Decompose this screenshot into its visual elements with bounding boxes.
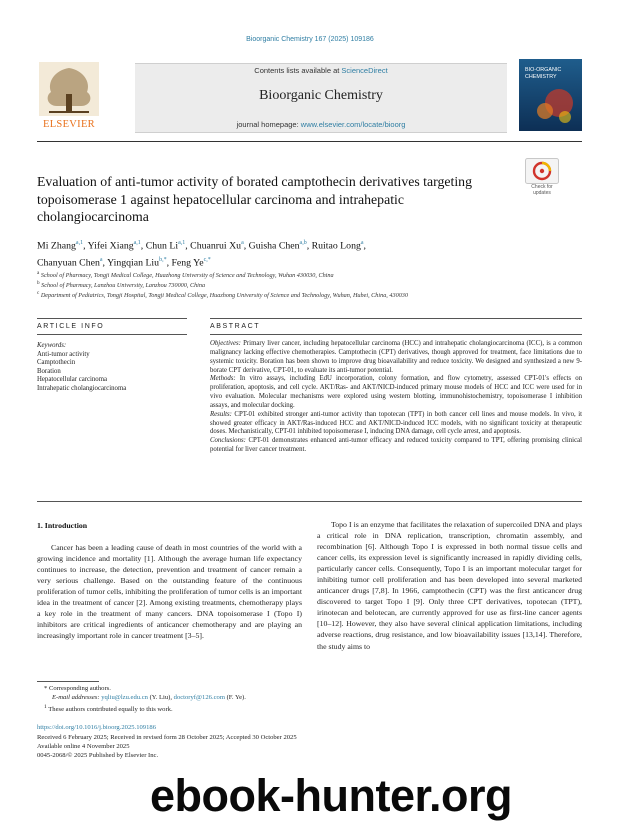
sciencedirect-link[interactable]: ScienceDirect <box>341 66 388 75</box>
doi-text[interactable]: https://doi.org/10.1016/j.bioorg.2025.109186 <box>37 724 156 731</box>
affiliation-b <box>37 280 582 289</box>
email-owner: (F. Ye). <box>224 694 246 701</box>
author-affiliation-marker: a <box>241 240 244 246</box>
keyword-item: Anti-tumor activity <box>37 350 90 358</box>
affiliation-text: School of Pharmacy, Lanzhou University, Lanzhou 730000, China <box>41 282 206 290</box>
journal-title: Bioorganic Chemistry <box>259 88 383 103</box>
keywords-label: Keywords: <box>37 342 67 349</box>
author-affiliation-marker: a,1 <box>133 240 141 246</box>
abstract-bottom-rule <box>37 501 582 502</box>
watermark-text: ebook-hunter.org <box>150 770 512 821</box>
abstract-results <box>210 411 582 438</box>
homepage-prefix: journal homepage: <box>236 120 301 129</box>
abstract-label: Objectives: <box>210 340 241 347</box>
author-affiliation-marker: c,* <box>203 257 211 264</box>
cover-line-2: CHEMISTRY <box>525 73 557 80</box>
corresponding-text: Corresponding authors. <box>48 685 111 692</box>
equal-contribution-footnote: $^1$ These authors contributed equally to this work. <box>44 704 173 714</box>
author-name[interactable]: Yifei Xiang <box>87 240 134 252</box>
abstract-text: Primary liver cancer, including hepatocellular carcinoma (HCC) and intrahepatic cholangiocarcinoma (ICC), is a common malignancy lacking effective chemotherapies. Camptothecin (CPT) derivatives, though approved for treatment, face limitations due to systemic toxicity. Boration has been shown to improve drug bioavailability and reduce toxicity. We designed and synthesized a new 9-borate CPT derivative, CPT-01, to evaluate its anti-tumor potential. <box>210 340 582 374</box>
abstract-text: CPT-01 exhibited stronger anti-tumor activity than topotecan (TPT) in both cancer cell lines and mouse models. In vivo, it showed greater efficacy in AKT/Ras-induced HCC and AKT/NICD-induced ICC models, with no significant toxicity at therapeutic doses. Mechanistically, CPT-01 inhibited topoisomerase I, inducing DNA damage, cell cycle arrest, and apoptosis. <box>210 410 582 436</box>
journal-citation[interactable]: Bioorganic Chemistry 167 (2025) 109186 <box>246 36 374 43</box>
check-for-updates-badge[interactable] <box>525 158 559 184</box>
doi-link[interactable] <box>37 724 582 733</box>
author-name[interactable]: Mi Zhang <box>37 240 76 252</box>
keyword-item: Hepatocellular carcinoma <box>37 376 108 384</box>
keyword-item: Intrahepatic cholangiocarcinoma <box>37 384 127 392</box>
abstract-text: CPT-01 demonstrates enhanced anti-tumor efficacy and reduced toxicity compared to TPT, offering promising clinical potential for liver cancer treatment. <box>210 437 582 454</box>
elsevier-logo <box>37 60 101 132</box>
abstract-top-rule <box>210 318 582 319</box>
available-online: Available online 4 November 2025 <box>37 743 130 750</box>
abstract-label: Conclusions: <box>210 437 246 445</box>
abstract-rule <box>210 334 582 335</box>
author-list: Mi Zhang$^{a,1}$, Yifei Xiang$^{a,1}$, Chun Li$^{a,1}$, Chuanrui Xu$^a$, Guisha Chen$^{a,b}$, Ruitao Long$^a$, Chanyuan Chen$^a$, Yingqian Liu$^{b,*}$, Feng $Ye^{c,*}$ <box>37 240 366 269</box>
publisher-name: ELSEVIER <box>43 119 95 130</box>
affiliation-c <box>37 290 582 299</box>
keyword-item: Boration <box>37 367 61 375</box>
introduction-right-column: Topo I is an enzyme that facilitates the relaxation of supercoiled DNA and plays a critical role in DNA replication, transcription, chromatin assembly, and recombination [6]. Although Topo I is expressed in both normal tissue cells and cancer cells, its expression level is significantly increased in rapidly dividing cells, particularly cancer cells. Consequently, Topo I is an important molecular target for inhibiting tumor cell proliferation and has been developed into several marketed anticancer drugs [7,8]. In 1966, camptothecin (CPT) was the first anticancer drug discovered to target Topo I [9]. Only three CPT derivatives, topotecan (TPT), irinotecan and belotecan, are currently approved for use as first-line cancer agents [10–12]. However, they also have several clinical application limitations, including adverse reactions, drug resistance, and low bioavailability issues [13,14]. Therefore, the study aims to <box>317 520 582 651</box>
author-name[interactable]: Yingqian Liu <box>107 257 160 269</box>
abstract-heading: ABSTRACT <box>210 323 261 330</box>
cover-title <box>525 67 561 80</box>
header-rule <box>37 141 582 142</box>
email-link-liu[interactable]: yqliu@lzu.edu.cn <box>101 694 148 701</box>
affiliation-marker: a <box>37 270 40 276</box>
author-affiliation-marker: a <box>99 257 103 264</box>
email-owner: (Y. Liu), <box>147 694 174 701</box>
abstract-conclusions <box>210 437 582 455</box>
abstract-objectives <box>210 340 582 375</box>
email-link-ye[interactable]: doctoryf@126.com <box>173 694 225 701</box>
homepage-line <box>135 120 507 129</box>
author-name[interactable]: Ruitao Long <box>311 240 361 252</box>
author-name[interactable]: Chanyuan Chen <box>37 257 100 269</box>
corresponding-footnote: * Corresponding authors. <box>44 685 111 692</box>
cover-line-1: BIO-ORGANIC <box>525 67 562 73</box>
author-affiliation-marker: a <box>360 240 364 246</box>
homepage-link[interactable]: www.elsevier.com/locate/bioorg <box>300 120 406 129</box>
author-name[interactable]: Chun Li <box>145 240 179 252</box>
contents-prefix: Contents lists available at <box>254 66 342 75</box>
introduction-left-column: Cancer has been a leading cause of death in most countries of the world with a growing incidence and mortality [1]. Although the average human life expectancy continues to increase, the detection, prevention and treatment of cancer remain a very serious challenge. Based on the outstanding feature of the continuous proliferation of tumor cells, inhibiting the proliferation of tumor cells is an important idea in the treatment of cancer [2]. Among existing treatments, chemotherapy plays a key role in the treatment of many cancers. DNA topoisomerase I (Topo I) inhibitors are critical ingredients of anticancer chemotherapy and are playing an increasingly important role in cancer treatment [3–5]. <box>37 543 302 641</box>
author-affiliation-marker: a,1 <box>75 240 84 246</box>
affiliation-marker: c <box>37 290 40 296</box>
badge-line-2: updates <box>533 190 551 196</box>
affiliation-marker: b <box>37 280 40 286</box>
article-title: Evaluation of anti-tumor activity of borated camptothecin derivatives targeting topoisomerase 1 against hepatocellular carcinoma and intrahepatic cholangiocarcinoma <box>37 174 472 224</box>
keyword-item: Camptothecin <box>37 359 76 367</box>
journal-cover <box>519 59 582 131</box>
copyright-line: 0045-2068/© 2025 Published by Elsevier Inc. <box>37 752 159 759</box>
equal-contribution-text: These authors contributed equally to this work. <box>48 706 173 714</box>
author-affiliation-marker: a,b <box>299 240 307 246</box>
email-label: E-mail addresses: <box>52 694 102 701</box>
badge-line-1: Check for <box>531 184 553 190</box>
check-updates-label <box>518 184 566 196</box>
footnote-rule <box>37 681 99 682</box>
received-dates: Received 6 February 2025; Received in revised form 28 October 2025; Accepted 30 October 2025 <box>37 734 297 741</box>
article-info-heading: ARTICLE INFO <box>37 323 105 330</box>
abstract-label: Results: <box>210 410 232 418</box>
affiliation-a <box>37 270 582 279</box>
abstract-label: Methods: <box>210 375 236 383</box>
abstract-body <box>210 340 582 455</box>
introduction-heading: 1. Introduction <box>37 521 88 530</box>
author-name[interactable]: Chuanrui Xu <box>190 240 242 252</box>
article-info-rule <box>37 334 187 335</box>
affiliation-text: School of Pharmacy, Tongji Medical College, Huazhong University of Science and Technology, Wuhan 430030, China <box>40 272 334 280</box>
author-affiliation-marker: a,1 <box>178 240 186 246</box>
author-affiliation-marker: b,* <box>159 257 167 264</box>
keywords-block <box>37 342 187 394</box>
author-name[interactable]: Guisha Chen <box>248 240 300 252</box>
affiliation-text: Department of Pediatrics, Tongji Hospital, Tongji Medical College, Huazhong University of Science and Technology, Wuhan, Hubei, China, 430030 <box>40 292 408 300</box>
contents-line <box>135 66 507 75</box>
abstract-methods <box>210 375 582 410</box>
author-name[interactable]: Feng Ye <box>171 257 204 269</box>
article-info-top-rule <box>37 318 187 319</box>
check-updates-icon <box>525 158 559 184</box>
email-footnote <box>52 694 597 703</box>
abstract-text: In vitro assays, including EdU incorporation, colony formation, and flow cytometry, assessed CPT-01's effects on proliferation, apoptosis, and cell cycle. AKT/Ras- and AKT/NICD-induced primary mouse models of HCC and ICC were used for in vivo evaluation. Molecular mechanisms were explored using western blotting, immunohistochemistry, topoisomerase I inhibition assays, and molecular docking. <box>210 375 582 409</box>
